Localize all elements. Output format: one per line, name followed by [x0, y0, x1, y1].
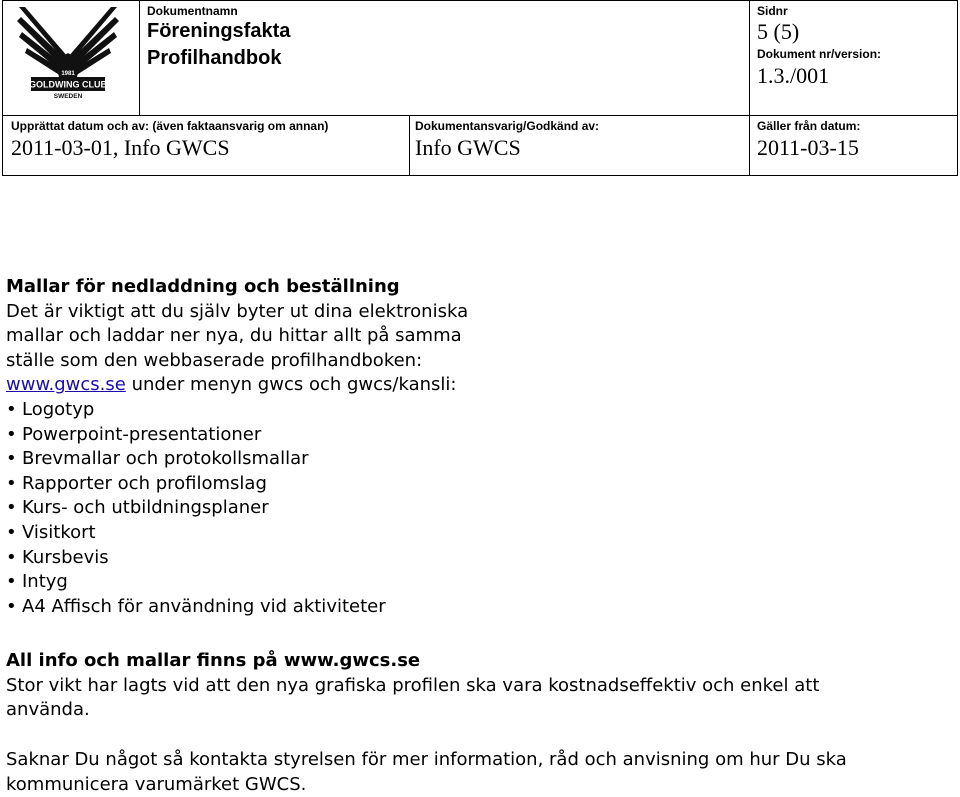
logo-country: SWEDEN	[53, 93, 83, 99]
intro-line: Det är viktigt att du själv byter ut dina elektroniska	[6, 300, 469, 322]
link-suffix: under menyn gwcs och gwcs/kansli:	[125, 374, 457, 396]
header-divider	[409, 115, 410, 175]
intro-line: ställe som den webbaserade profilhandboken:	[6, 349, 423, 371]
list-item: • Powerpoint-presentationer	[6, 423, 468, 448]
link-line	[6, 373, 468, 398]
list-item: • Visitkort	[6, 521, 468, 546]
template-list	[6, 398, 468, 619]
list-item: • Rapporter och profilomslag	[6, 472, 468, 497]
paragraph-line: Saknar Du något så kontakta styrelsen för mer information, råd och anvisning om hur Du ska	[6, 749, 847, 770]
doc-name-label: Dokumentnamn	[147, 4, 238, 18]
doc-name-line2: Profilhandbok	[147, 47, 282, 69]
list-item: • Kurs- och utbildningsplaner	[6, 496, 468, 521]
list-item: • A4 Affisch för användning vid aktiviteter	[6, 595, 468, 620]
created-label: Upprättat datum och av: (även faktaansvarig om annan)	[11, 119, 329, 133]
list-item: • Intyg	[6, 570, 468, 595]
logo-club-name: GOLDWING CLUB	[29, 79, 107, 90]
section-heading: Mallar för nedladdning och beställning	[6, 276, 400, 297]
document-header	[2, 0, 958, 176]
paragraph-line: Stor vikt har lagts vid att den nya grafiska profilen ska vara kostnadseffektiv och enkel att	[6, 674, 820, 696]
info-bold-line: All info och mallar finns på www.gwcs.se	[6, 650, 421, 671]
created-value: 2011-03-01, Info GWCS	[11, 135, 230, 160]
gwcs-website-link[interactable]: www.gwcs.se	[6, 374, 126, 396]
page-number-value: 5 (5)	[757, 19, 800, 44]
list-item: • Brevmallar och protokollsmallar	[6, 447, 468, 472]
header-divider	[3, 115, 957, 116]
approved-value: Info GWCS	[415, 135, 521, 160]
valid-from-value: 2011-03-15	[757, 135, 859, 160]
header-divider	[749, 1, 750, 175]
paragraph-line: kommunicera varumärket GWCS.	[6, 773, 307, 795]
list-item: • Kursbevis	[6, 546, 468, 571]
intro-line: mallar och laddar ner nya, du hittar allt på samma	[6, 325, 462, 347]
contact-section	[6, 748, 847, 797]
valid-from-label: Gäller från datum:	[757, 119, 861, 133]
goldwing-club-logo	[13, 3, 123, 99]
doc-name-line1: Föreningsfakta	[147, 20, 291, 42]
doc-version-label: Dokument nr/version:	[757, 47, 882, 61]
header-divider	[139, 1, 140, 115]
paragraph-line: använda.	[6, 699, 90, 721]
templates-section	[6, 275, 468, 619]
approved-label: Dokumentansvarig/Godkänd av:	[415, 119, 600, 133]
doc-version-value: 1.3./001	[757, 63, 830, 88]
info-section	[6, 649, 819, 723]
logo-year: 1981	[61, 71, 75, 77]
page-number-label: Sidnr	[757, 4, 788, 18]
list-item: • Logotyp	[6, 398, 468, 423]
